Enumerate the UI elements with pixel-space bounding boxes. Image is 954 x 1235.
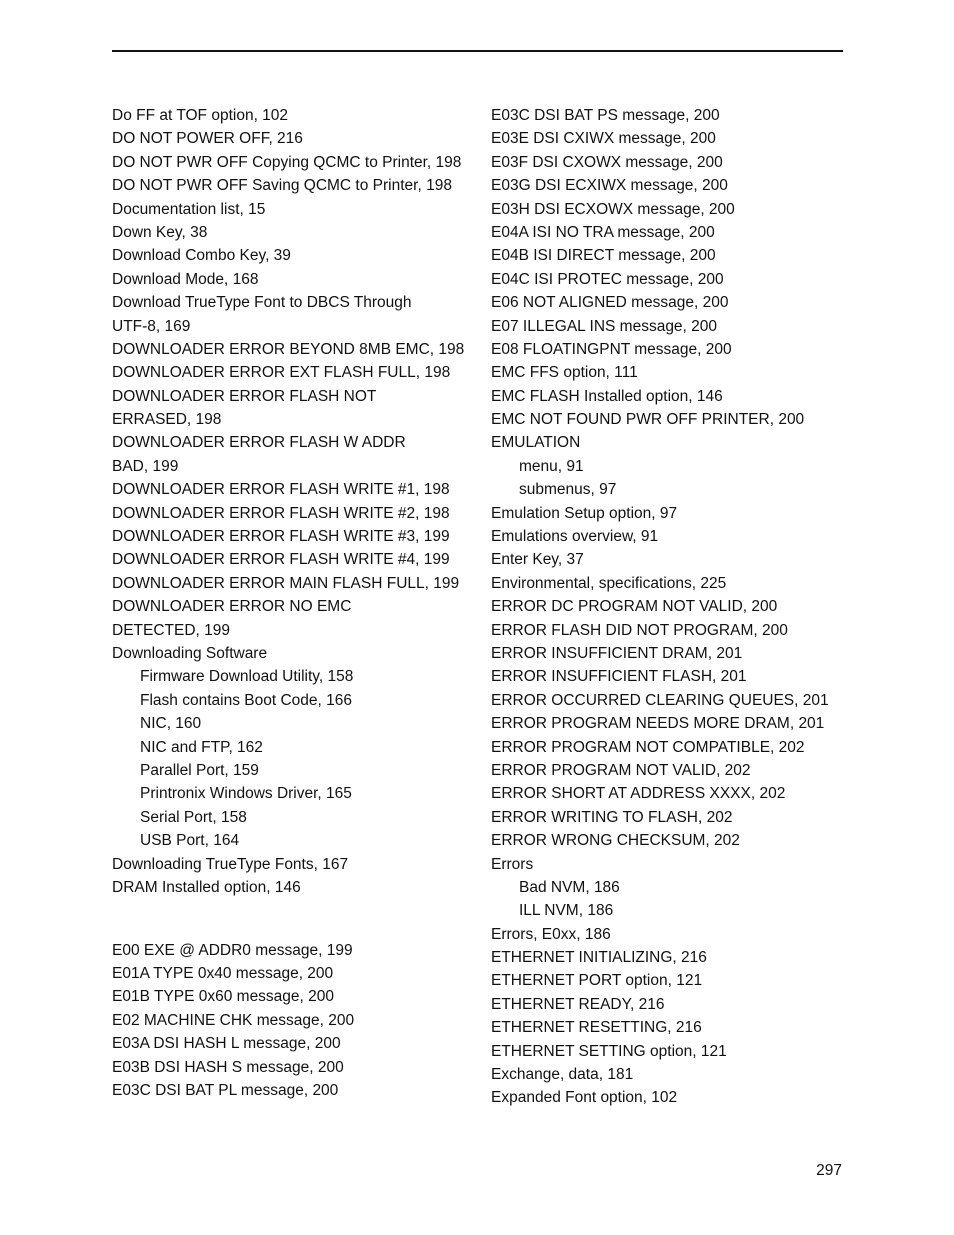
index-entry: DOWNLOADER ERROR FLASH NOT	[112, 387, 377, 405]
index-entry: Download Mode, 168	[112, 270, 259, 288]
index-entry: BAD, 199	[112, 457, 179, 475]
index-entry: E04A ISI NO TRA message, 200	[491, 223, 715, 241]
index-entry: ETHERNET INITIALIZING, 216	[491, 949, 707, 967]
index-entry: E03C DSI BAT PL message, 200	[112, 1082, 339, 1100]
index-entry: ETHERNET SETTING option, 121	[491, 1042, 727, 1060]
index-entry: Errors, E0xx, 186	[491, 925, 611, 943]
index-subentry: Printronix Windows Driver, 165	[140, 785, 352, 803]
index-entry: E07 ILLEGAL INS message, 200	[491, 317, 718, 335]
index-entry: E01B TYPE 0x60 message, 200	[112, 988, 335, 1006]
index-entry: DO NOT PWR OFF Copying QCMC to Printer, 198	[112, 153, 462, 171]
index-entry: Downloading TrueType Fonts, 167	[112, 855, 349, 873]
index-entry: DOWNLOADER ERROR FLASH W ADDR	[112, 434, 406, 452]
index-entry: E03B DSI HASH S message, 200	[112, 1058, 344, 1076]
index-entry: DO NOT PWR OFF Saving QCMC to Printer, 198	[112, 177, 452, 195]
index-entry: ERROR FLASH DID NOT PROGRAM, 200	[491, 621, 788, 639]
index-subentry: Flash contains Boot Code, 166	[140, 691, 352, 709]
index-entry: Emulations overview, 91	[491, 528, 659, 546]
index-entry: Expanded Font option, 102	[491, 1089, 678, 1107]
index-entry: E03E DSI CXIWX message, 200	[491, 130, 716, 148]
index-subentry: submenus, 97	[519, 481, 617, 499]
index-entry: Download Combo Key, 39	[112, 247, 291, 265]
index-entry: E08 FLOATINGPNT message, 200	[491, 340, 732, 358]
index-entry: ERROR DC PROGRAM NOT VALID, 200	[491, 598, 778, 616]
index-entry: E03G DSI ECXIWX message, 200	[491, 177, 728, 195]
index-entry: ETHERNET PORT option, 121	[491, 972, 703, 990]
index-entry: Download TrueType Font to DBCS Through	[112, 294, 412, 312]
index-entry: DOWNLOADER ERROR FLASH WRITE #1, 198	[112, 481, 450, 499]
index-entry: EMULATION	[491, 434, 581, 452]
index-entry: Environmental, specifications, 225	[491, 574, 727, 592]
index-entry: Do FF at TOF option, 102	[112, 107, 289, 124]
index-entry: ERROR OCCURRED CLEARING QUEUES, 201	[491, 691, 829, 709]
index-subentry: Firmware Download Utility, 158	[140, 668, 354, 686]
index-entry: Enter Key, 37	[491, 551, 584, 569]
index-entry: DOWNLOADER ERROR NO EMC	[112, 598, 352, 616]
index-entry: E04B ISI DIRECT message, 200	[491, 247, 716, 265]
index-entry: DOWNLOADER ERROR FLASH WRITE #2, 198	[112, 504, 450, 522]
index-entry: DOWNLOADER ERROR EXT FLASH FULL, 198	[112, 364, 451, 382]
index-entry: ERROR INSUFFICIENT DRAM, 201	[491, 644, 743, 662]
index-entry: E03H DSI ECXOWX message, 200	[491, 200, 735, 218]
index-subentry: NIC and FTP, 162	[140, 738, 263, 756]
index-entry: EMC NOT FOUND PWR OFF PRINTER, 200	[491, 411, 805, 429]
page-number: 297	[816, 1162, 842, 1179]
index-entry: DO NOT POWER OFF, 216	[112, 130, 303, 148]
index-entry: ETHERNET READY, 216	[491, 995, 665, 1013]
index-entry: E03F DSI CXOWX message, 200	[491, 153, 723, 171]
index-subentry: USB Port, 164	[140, 832, 240, 850]
index-entry: ETHERNET RESETTING, 216	[491, 1019, 702, 1037]
index-entry: E01A TYPE 0x40 message, 200	[112, 965, 334, 983]
index-subentry: Serial Port, 158	[140, 808, 247, 826]
index-entry: E02 MACHINE CHK message, 200	[112, 1011, 355, 1029]
index-entry: ERROR PROGRAM NEEDS MORE DRAM, 201	[491, 715, 825, 733]
index-entry: DOWNLOADER ERROR FLASH WRITE #3, 199	[112, 528, 450, 546]
index-subentry: Bad NVM, 186	[519, 878, 620, 896]
header-rule	[112, 50, 843, 52]
index-entry: ERROR PROGRAM NOT COMPATIBLE, 202	[491, 738, 805, 756]
index-subentry: ILL NVM, 186	[519, 902, 614, 920]
index-entry: E00 EXE @ ADDR0 message, 199	[112, 941, 353, 959]
index-subentry: menu, 91	[519, 457, 584, 475]
index-entry: Emulation Setup option, 97	[491, 504, 678, 522]
index-entry: ERROR WRITING TO FLASH, 202	[491, 808, 733, 826]
index-entry: ERROR WRONG CHECKSUM, 202	[491, 832, 740, 850]
index-entry: Downloading Software	[112, 644, 268, 662]
index-column-right	[491, 104, 841, 1110]
index-entry: ERROR PROGRAM NOT VALID, 202	[491, 761, 751, 779]
index-subentry: Parallel Port, 159	[140, 761, 259, 779]
index-entry: Errors	[491, 855, 534, 873]
index-entry: DRAM Installed option, 146	[112, 878, 301, 896]
index-column-left	[112, 104, 482, 1102]
index-entry: DOWNLOADER ERROR BEYOND 8MB EMC, 198	[112, 340, 465, 358]
index-entry: Documentation list, 15	[112, 200, 266, 218]
index-entry: DOWNLOADER ERROR MAIN FLASH FULL, 199	[112, 574, 460, 592]
index-entry: Exchange, data, 181	[491, 1066, 634, 1084]
index-entry: ERROR SHORT AT ADDRESS XXXX, 202	[491, 785, 786, 803]
index-section-gap	[112, 899, 482, 938]
index-entry: DOWNLOADER ERROR FLASH WRITE #4, 199	[112, 551, 450, 569]
index-entry: DETECTED, 199	[112, 621, 231, 639]
index-entry: UTF-8, 169	[112, 317, 191, 335]
index-entry: Down Key, 38	[112, 223, 208, 241]
index-entry: ERRASED, 198	[112, 411, 222, 429]
index-entry: E03A DSI HASH L message, 200	[112, 1035, 341, 1053]
index-entry: E03C DSI BAT PS message, 200	[491, 107, 720, 124]
index-entry: E06 NOT ALIGNED message, 200	[491, 294, 729, 312]
index-entry: EMC FFS option, 111	[491, 364, 638, 382]
index-subentry: NIC, 160	[140, 715, 202, 733]
index-entry: E04C ISI PROTEC message, 200	[491, 270, 724, 288]
index-entry: EMC FLASH Installed option, 146	[491, 387, 723, 405]
index-entry: ERROR INSUFFICIENT FLASH, 201	[491, 668, 747, 686]
